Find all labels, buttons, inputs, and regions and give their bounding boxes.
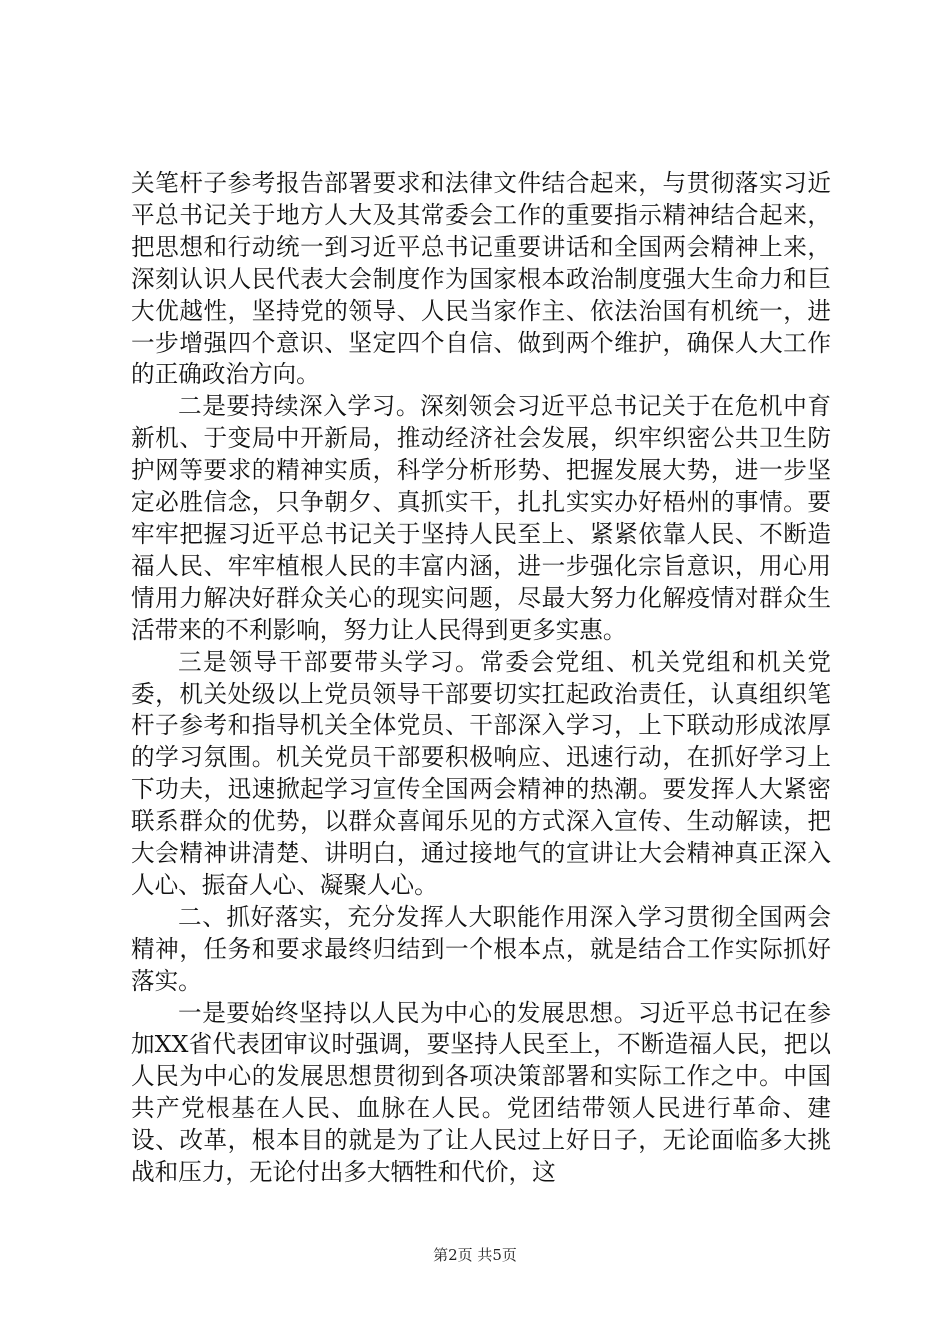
paragraph-study-deeply: 二是要持续深入学习。深刻领会习近平总书记关于在危机中育新机、于变局中开新局，推动经济社会发展，织牢织密公共卫生防护网等要求的精神实质，科学分析形势、把握发展大势，进一步坚定必胜信念，只争朝夕、真抓实干，扎扎实实办好梧州的事情。要牢牢把握习近平总书记关于坚持人民至上、紧紧依靠人民、不断造福人民、牢牢植根人民的丰富内涵，进一步强化宗旨意识，用心用情用力解决好群众关心的现实问题，尽最大努力化解疫情对群众生活带来的不利影响，努力让人民得到更多实惠。 <box>131 392 831 644</box>
paragraph-continuation: 关笔杆子参考报告部署要求和法律文件结合起来，与贯彻落实习近平总书记关于地方人大及其常委会工作的重要指示精神结合起来，把思想和行动统一到习近平总书记重要讲话和全国两会精神上来，深刻认识人民代表大会制度作为国家根本政治制度强大生命力和巨大优越性，坚持党的领导、人民当家作主、依法治国有机统一，进一步增强四个意识、坚定四个自信、做到两个维护，确保人大工作的正确政治方向。 <box>131 169 831 389</box>
page-number-footer: 第2页 共5页 <box>433 1246 517 1264</box>
paragraph-people-centered: 一是要始终坚持以人民为中心的发展思想。习近平总书记在参加XX省代表团审议时强调，要坚持人民至上，不断造福人民，把以人民为中心的发展思想贯彻到各项决策部署和实际工作之中。中国共产党根基在人民、血脉在人民。党团结带领人民进行革命、建设、改革，根本目的就是为了让人民过上好日子，无论面临多大挑战和压力，无论付出多大牺牲和代价，这 <box>131 998 831 1187</box>
paragraph-leaders-study: 三是领导干部要带头学习。常委会党组、机关党组和机关党委，机关处级以上党员领导干部要切实扛起政治责任，认真组织笔杆子参考和指导机关全体党员、干部深入学习，上下联动形成浓厚的学习氛围。机关党员干部要积极响应、迅速行动，在抓好学习上下功夫，迅速掀起学习宣传全国两会精神的热潮。要发挥人大紧密联系群众的优势，以群众喜闻乐见的方式深入宣传、生动解读，把大会精神讲清楚、讲明白，通过接地气的宣讲让大会精神真正深入人心、振奋人心、凝聚人心。 <box>131 647 831 899</box>
paragraph-section-two-heading: 二、抓好落实，充分发挥人大职能作用深入学习贯彻全国两会精神，任务和要求最终归结到一个根本点，就是结合工作实际抓好落实。 <box>131 902 831 995</box>
document-body <box>131 168 831 1189</box>
